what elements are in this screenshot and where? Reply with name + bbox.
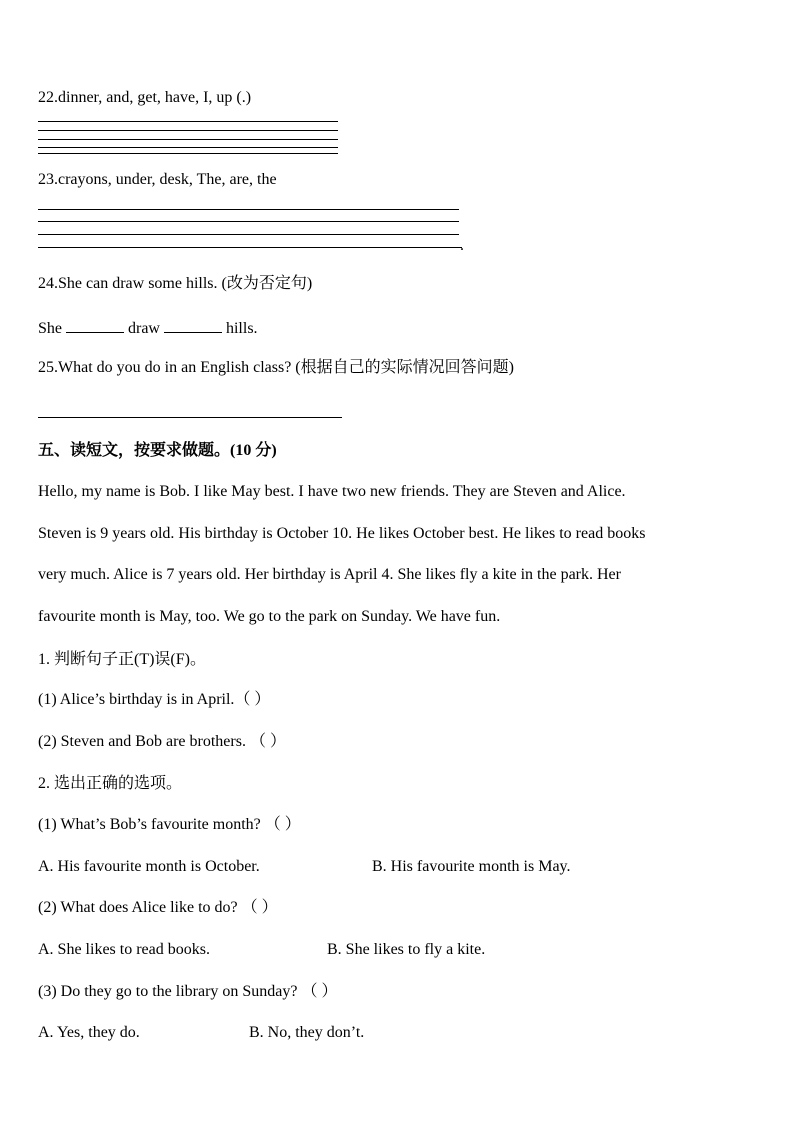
passage-line: favourite month is May, too. We go to the park on Sunday. We have fun. bbox=[38, 607, 501, 625]
question-23: 23.crayons, under, desk, The, are, the bbox=[38, 171, 277, 188]
answer-line[interactable] bbox=[38, 209, 459, 210]
option-a[interactable]: A. She likes to read books. bbox=[38, 941, 210, 958]
question-24-answer bbox=[38, 316, 258, 339]
end-period: . bbox=[460, 237, 464, 254]
answer-word: hills. bbox=[221, 320, 258, 337]
fill-blank[interactable] bbox=[66, 316, 124, 333]
answer-line[interactable] bbox=[38, 221, 459, 222]
fill-blank[interactable] bbox=[164, 316, 222, 333]
answer-word: She bbox=[38, 320, 66, 337]
answer-line[interactable] bbox=[38, 139, 338, 140]
answer-line[interactable] bbox=[38, 121, 338, 122]
reading-passage bbox=[38, 471, 758, 637]
passage-line: Hello, my name is Bob. I like May best. I have two new friends. They are Steven and Alice. bbox=[38, 483, 626, 500]
answer-line[interactable] bbox=[38, 147, 338, 148]
option-b[interactable]: B. She likes to fly a kite. bbox=[327, 941, 486, 958]
option-a[interactable]: A. Yes, they do. bbox=[38, 1024, 140, 1041]
question-22: 22.dinner, and, get, have, I, up (.) bbox=[38, 89, 252, 106]
question-24: 24.She can draw some hills. (改为否定句) bbox=[38, 275, 313, 292]
answer-line[interactable] bbox=[38, 417, 342, 418]
question-25: 25.What do you do in an English class? (根据自己的实际情况回答问题) bbox=[38, 359, 514, 376]
section-title: 五、读短文，按要求做题。(10 分) bbox=[38, 442, 277, 459]
option-b[interactable]: B. His favourite month is May. bbox=[372, 858, 571, 875]
answer-line[interactable] bbox=[38, 130, 338, 131]
true-false-item[interactable]: (1) Alice’s birthday is in April.（ ） bbox=[38, 691, 271, 708]
part2-title: 2. 选出正确的选项。 bbox=[38, 775, 183, 792]
true-false-item[interactable]: (2) Steven and Bob are brothers. （ ） bbox=[38, 733, 286, 750]
answer-line[interactable] bbox=[38, 247, 462, 248]
part1-title: 1. 判断句子正(T)误(F)。 bbox=[38, 651, 206, 668]
passage-line: very much. Alice is 7 years old. Her birthday is April 4. She likes fly a kite in the park. Her bbox=[38, 566, 621, 583]
passage-line: Steven is 9 years old. His birthday is October 10. He likes October best. He likes to read books bbox=[38, 524, 646, 542]
choice-question[interactable]: (1) What’s Bob’s favourite month? （ ） bbox=[38, 816, 301, 833]
choice-question[interactable]: (2) What does Alice like to do? （ ） bbox=[38, 899, 278, 916]
choice-question[interactable]: (3) Do they go to the library on Sunday? （ ） bbox=[38, 983, 338, 1000]
option-b[interactable]: B. No, they don’t. bbox=[249, 1024, 365, 1041]
answer-line[interactable] bbox=[38, 153, 338, 154]
option-a[interactable]: A. His favourite month is October. bbox=[38, 858, 260, 875]
answer-line[interactable] bbox=[38, 234, 459, 235]
answer-word: draw bbox=[124, 320, 164, 337]
